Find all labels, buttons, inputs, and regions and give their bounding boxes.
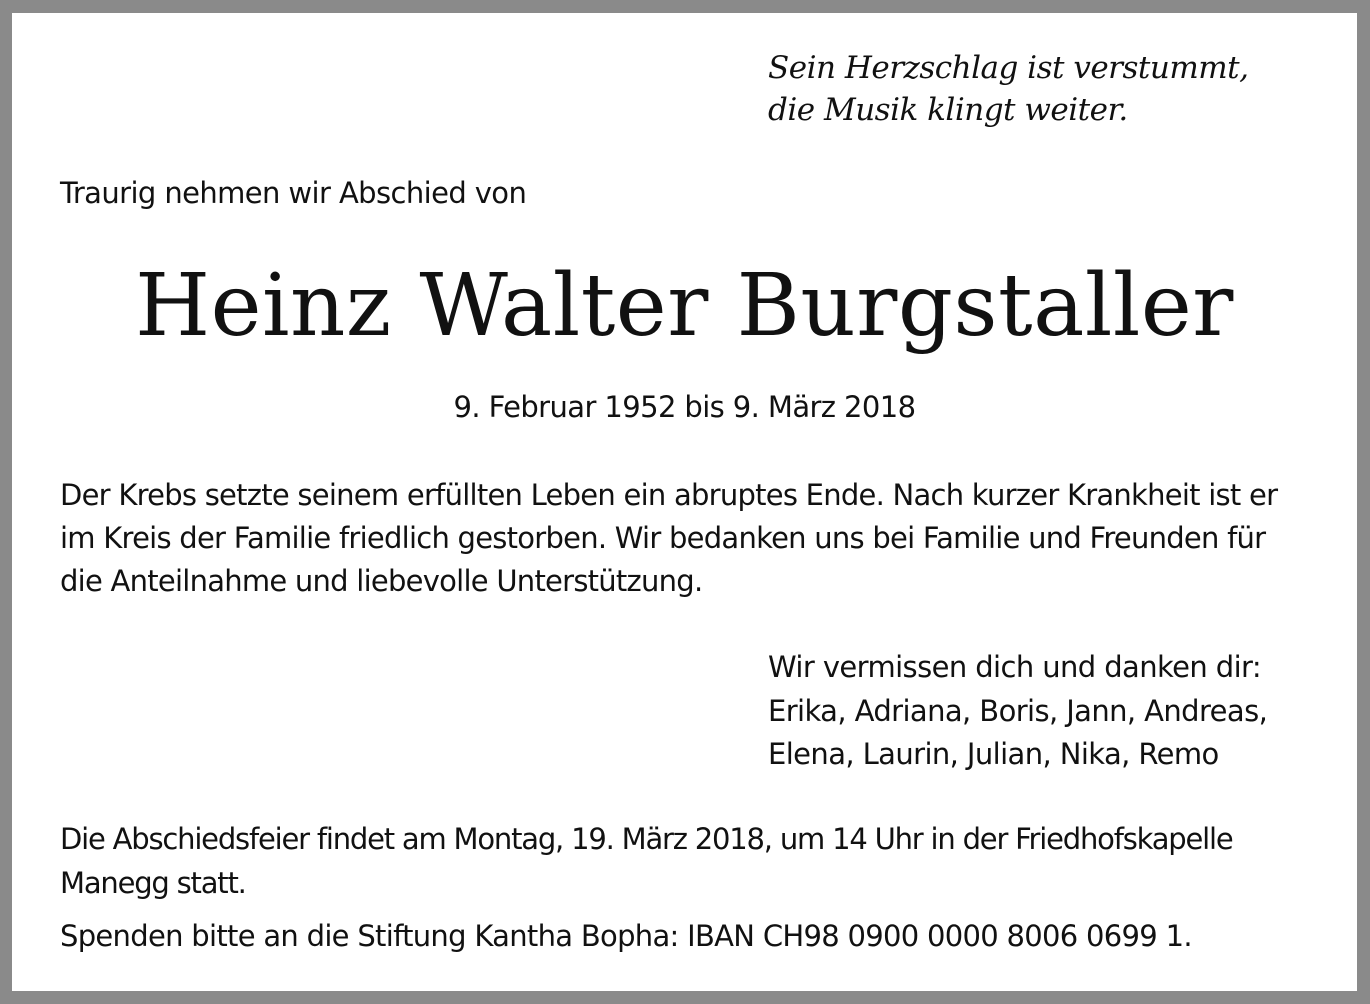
motto-line-2: die Musik klingt weiter. bbox=[768, 92, 1128, 128]
motto-line-1: Sein Herzschlag ist verstummt, bbox=[768, 50, 1249, 86]
ceremony-line: Manegg statt. bbox=[60, 866, 246, 900]
family-line: Erika, Adriana, Boris, Jann, Andreas, bbox=[768, 693, 1268, 728]
obituary-body bbox=[60, 474, 1322, 603]
life-dates: 9. Februar 1952 bis 9. März 2018 bbox=[453, 390, 916, 424]
body-line: die Anteilnahme und liebevolle Unterstützung. bbox=[60, 564, 703, 598]
deceased-name: Heinz Walter Burgstaller bbox=[135, 256, 1234, 356]
obituary-notice bbox=[12, 13, 1357, 991]
family-line: Elena, Laurin, Julian, Nika, Remo bbox=[768, 737, 1219, 771]
ceremony-info bbox=[60, 817, 1233, 905]
donation-info: Spenden bitte an die Stiftung Kantha Bopha: IBAN CH98 0900 0000 8006 0699 1. bbox=[60, 919, 1192, 953]
motto-quote bbox=[768, 47, 1248, 131]
body-line: Der Krebs setzte seinem erfüllten Leben ein abruptes Ende. Nach kurzer Krankheit ist er bbox=[60, 478, 1278, 512]
family-line: Wir vermissen dich und danken dir: bbox=[768, 650, 1262, 684]
intro-text: Traurig nehmen wir Abschied von bbox=[60, 176, 527, 210]
body-line: im Kreis der Familie friedlich gestorben. Wir bedanken uns bei Familie und Freunden für bbox=[60, 521, 1266, 555]
family-signature bbox=[768, 646, 1267, 777]
ceremony-line: Die Abschiedsfeier findet am Montag, 19. März 2018, um 14 Uhr in der Friedhofskapelle bbox=[60, 822, 1233, 856]
